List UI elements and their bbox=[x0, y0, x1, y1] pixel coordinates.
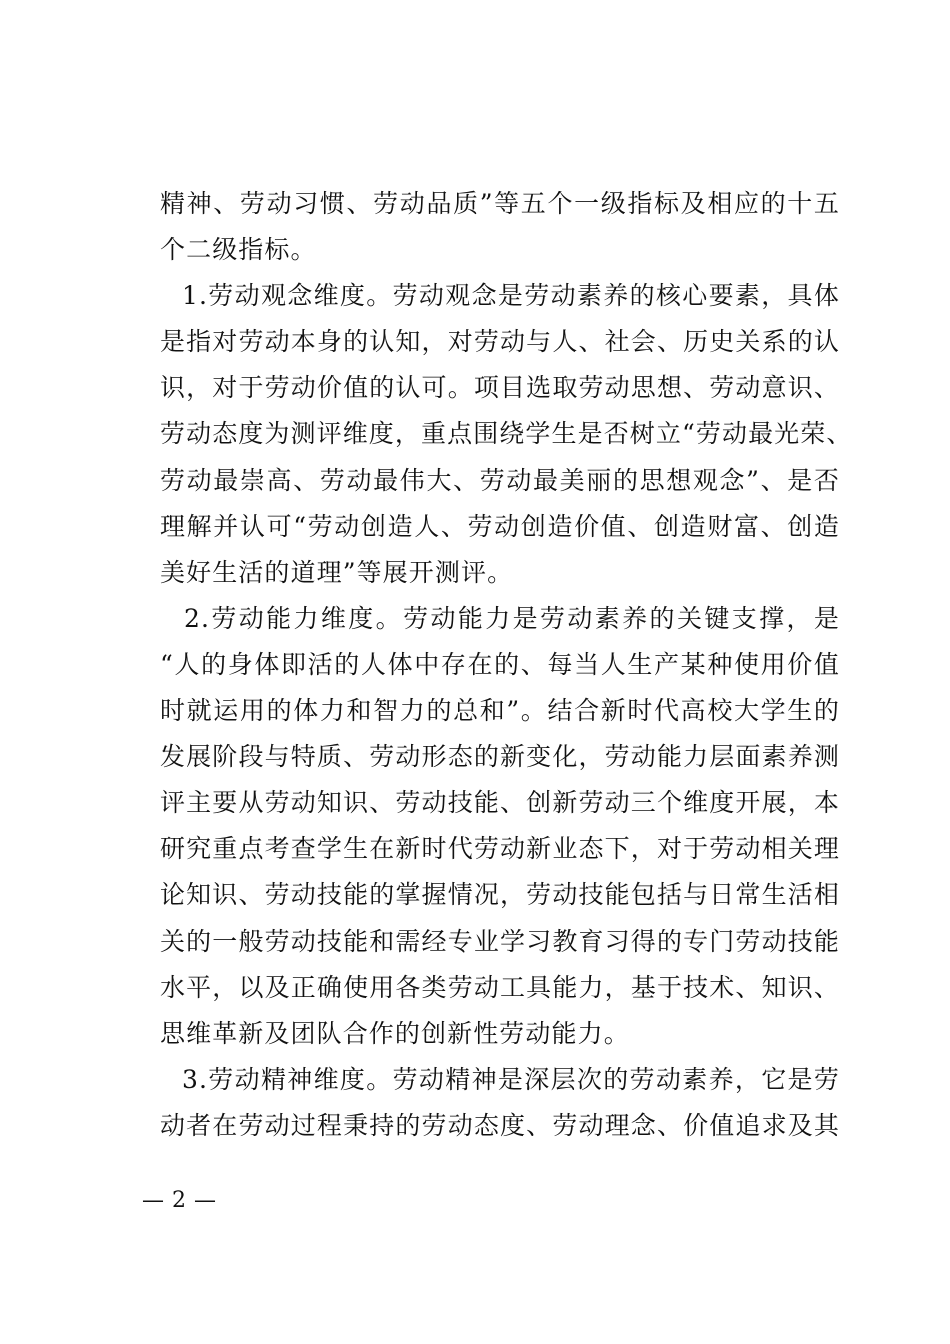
text-line: 关的一般劳动技能和需经专业学习教育习得的专门劳动技能 bbox=[160, 926, 840, 956]
text-line: 水平，以及正确使用各类劳动工具能力，基于技术、知识、 bbox=[160, 972, 840, 1002]
text-line: 理解并认可“劳动创造人、劳动创造价值、创造财富、创造 bbox=[160, 511, 840, 541]
text-line: 美好生活的道理”等展开测评。 bbox=[160, 557, 514, 587]
text-line: 识，对于劳动价值的认可。项目选取劳动思想、劳动意识、 bbox=[160, 373, 840, 403]
text-line: 发展阶段与特质、劳动形态的新变化，劳动能力层面素养测 bbox=[160, 742, 840, 772]
text-line: 劳动态度为测评维度，重点围绕学生是否树立“劳动最光荣、 bbox=[160, 419, 853, 449]
page-number: — 2 — bbox=[142, 1188, 217, 1213]
text-line: 评主要从劳动知识、劳动技能、创新劳动三个维度开展，本 bbox=[160, 788, 840, 818]
paragraph-start-line: 1.劳动观念维度。劳动观念是劳动素养的核心要素，具体 bbox=[182, 281, 840, 311]
text-line: 论知识、劳动技能的掌握情况，劳动技能包括与日常生活相 bbox=[160, 880, 840, 910]
text-line: 个二级指标。 bbox=[160, 235, 317, 265]
text-line: 动者在劳动过程秉持的劳动态度、劳动理念、价值追求及其 bbox=[160, 1110, 840, 1140]
paragraph-start-line: 2.劳动能力维度。劳动能力是劳动素养的关键支撑，是 bbox=[184, 603, 840, 633]
text-line: 时就运用的体力和智力的总和”。结合新时代高校大学生的 bbox=[160, 696, 840, 726]
text-line: 是指对劳动本身的认知，对劳动与人、社会、历史关系的认 bbox=[160, 327, 840, 357]
text-line: “人的身体即活的人体中存在的、每当人生产某种使用价值 bbox=[160, 649, 840, 679]
paragraph-start-line: 3.劳动精神维度。劳动精神是深层次的劳动素养，它是劳 bbox=[182, 1064, 840, 1094]
body-text bbox=[160, 181, 853, 1149]
text-line: 研究重点考查学生在新时代劳动新业态下，对于劳动相关理 bbox=[160, 834, 840, 864]
text-line: 精神、劳动习惯、劳动品质”等五个一级指标及相应的十五 bbox=[160, 189, 840, 218]
text-line: 思维革新及团队合作的创新性劳动能力。 bbox=[160, 1018, 630, 1048]
text-line: 劳动最崇高、劳动最伟大、劳动最美丽的思想观念”、是否 bbox=[160, 465, 840, 495]
